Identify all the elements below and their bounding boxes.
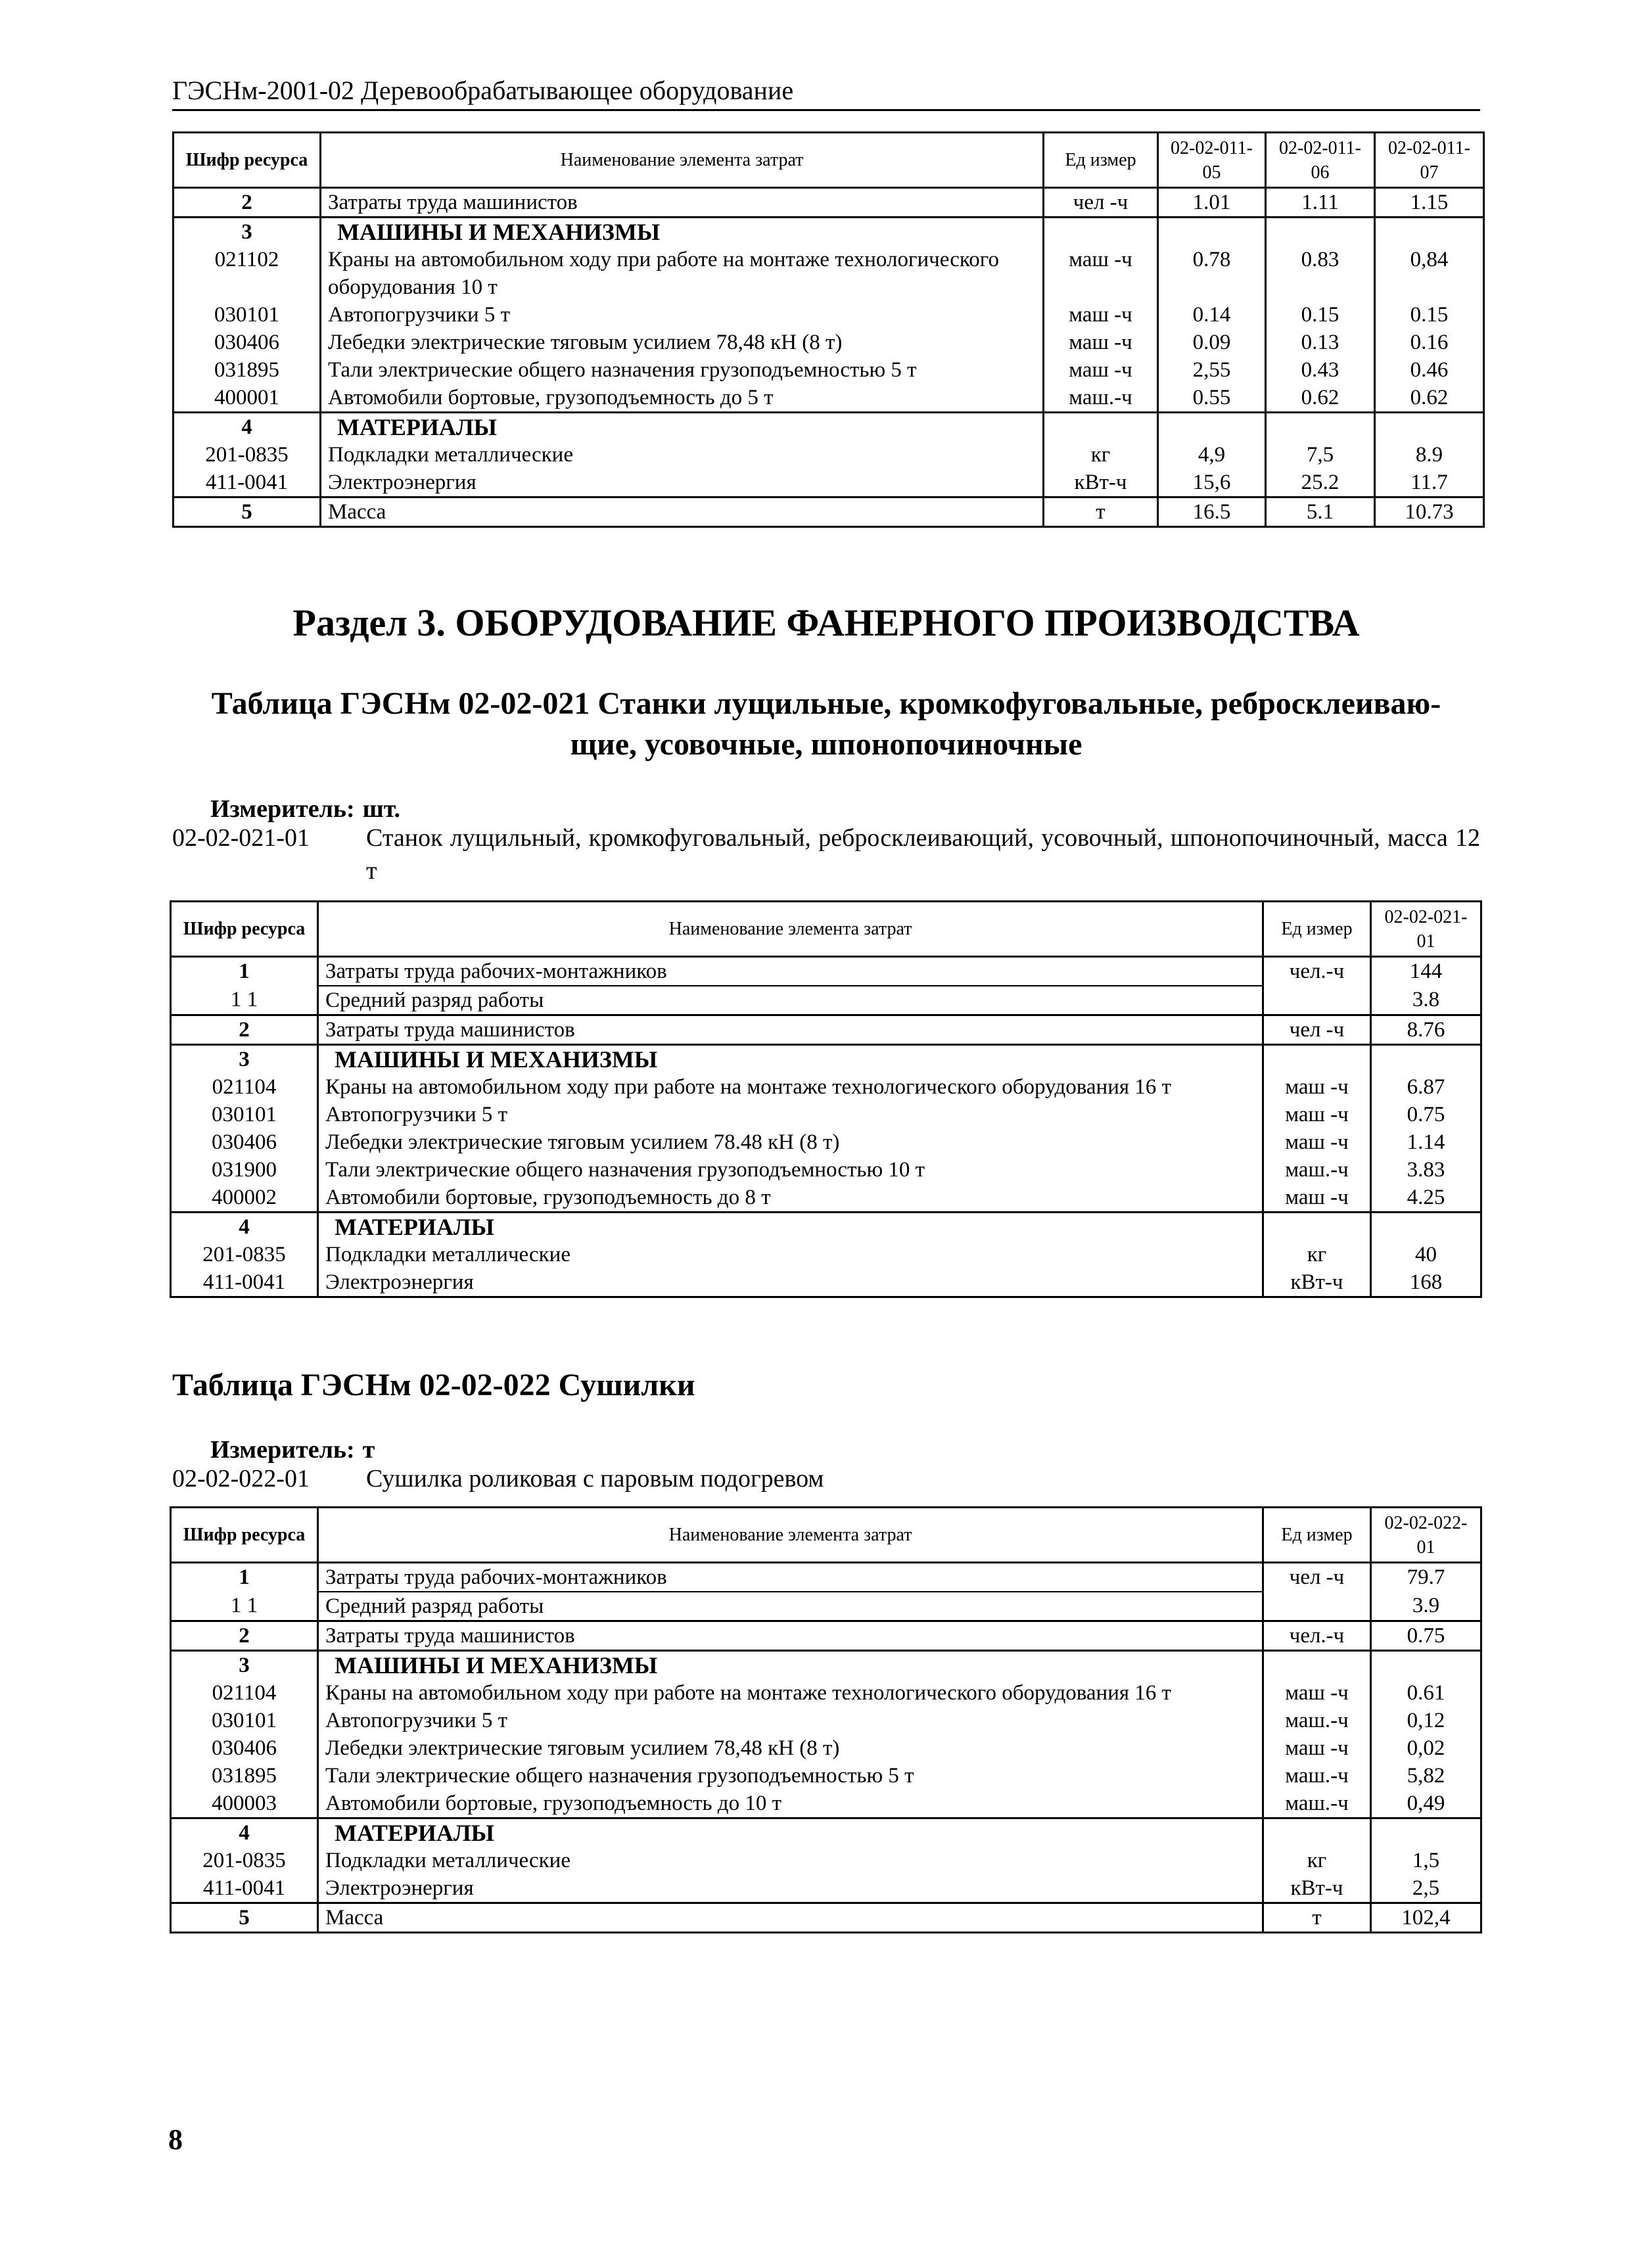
cost-element: Автомобили бортовые, грузоподъемность до 5 т xyxy=(321,384,1044,413)
norm-value: 0.09 xyxy=(1158,329,1266,356)
norm-value: 0.15 xyxy=(1375,301,1484,329)
norm-value: 8.9 xyxy=(1375,441,1484,469)
cost-element: Средний разряд работы xyxy=(318,1592,1263,1621)
resource-code: 030406 xyxy=(171,1734,318,1762)
resource-code: 2 xyxy=(171,1621,318,1651)
resource-code: 030101 xyxy=(171,1101,318,1128)
running-header: ГЭСНм-2001-02 Деревообрабатывающее оборудование xyxy=(172,72,1480,111)
table-row xyxy=(174,329,1484,356)
resource-code: 030101 xyxy=(174,301,321,329)
table-row xyxy=(171,1241,1481,1268)
resource-code: 2 xyxy=(174,188,321,218)
unit: т xyxy=(1263,1903,1371,1933)
norm-value: 79.7 xyxy=(1371,1563,1481,1592)
header-cost-element: Наименование элемента затрат xyxy=(318,1508,1263,1563)
table-row xyxy=(171,1592,1481,1621)
unit: т xyxy=(1044,498,1158,527)
norm-value: 0.16 xyxy=(1375,329,1484,356)
unit: кВт-ч xyxy=(1263,1874,1371,1903)
norm-value: 2,5 xyxy=(1371,1874,1481,1903)
unit: маш.-ч xyxy=(1263,1790,1371,1818)
cost-element: Лебедки электрические тяговым усилием 78,48 кН (8 т) xyxy=(318,1734,1263,1762)
cost-element: Затраты труда машинистов xyxy=(321,188,1044,218)
unit: маш -ч xyxy=(1044,301,1158,329)
header-norm-code: 02-02-022-01 xyxy=(1371,1508,1481,1563)
norm-value: 0.43 xyxy=(1266,356,1375,384)
header-norm-code: 02-02-021-01 xyxy=(1371,902,1481,957)
norm-value: 3.83 xyxy=(1371,1156,1481,1184)
unit: кг xyxy=(1263,1847,1371,1874)
cost-element: Средний разряд работы xyxy=(318,986,1263,1015)
cost-element: Масса xyxy=(321,498,1044,527)
meter-label: Измеритель: xyxy=(210,1436,355,1464)
table-row xyxy=(171,1734,1481,1762)
resource-code: 2 xyxy=(171,1015,318,1045)
group-number: 3 xyxy=(171,1045,318,1074)
group-number: 3 xyxy=(174,218,321,246)
table-row xyxy=(174,441,1484,469)
unit: чел -ч xyxy=(1263,1015,1371,1045)
table-row xyxy=(174,188,1484,218)
meter-value: шт. xyxy=(362,795,401,823)
table-row xyxy=(171,1156,1481,1184)
norm-value: 4,9 xyxy=(1158,441,1266,469)
table-title-022: Таблица ГЭСНм 02-02-022 Сушилки xyxy=(172,1368,695,1402)
cost-element: Затраты труда рабочих-монтажников xyxy=(318,957,1263,986)
norm-value: 0.62 xyxy=(1266,384,1375,413)
table-row xyxy=(174,413,1484,442)
unit: чел.-ч xyxy=(1263,1621,1371,1651)
table-row xyxy=(171,1073,1481,1101)
resource-code: 1 xyxy=(171,1563,318,1592)
resource-code: 031895 xyxy=(171,1762,318,1790)
norm-value: 5,82 xyxy=(1371,1762,1481,1790)
cost-element: Краны на автомобильном ходу при работе на монтаже технологического оборудования 16 т xyxy=(318,1679,1263,1707)
table-row xyxy=(171,1015,1481,1045)
resource-code: 201-0835 xyxy=(171,1847,318,1874)
table-row xyxy=(171,1045,1481,1074)
unit: маш -ч xyxy=(1263,1734,1371,1762)
table-title-line: щие, усовочные, шпонопочиночные xyxy=(570,727,1083,762)
unit: маш -ч xyxy=(1263,1101,1371,1128)
unit: маш.-ч xyxy=(1044,384,1158,413)
norm-value: 3.9 xyxy=(1371,1592,1481,1621)
norm-value: 6.87 xyxy=(1371,1073,1481,1101)
group-heading: МАШИНЫ И МЕХАНИЗМЫ xyxy=(318,1045,1263,1074)
norm-value: 0.61 xyxy=(1371,1679,1481,1707)
header-resource-code: Шифр ресурса xyxy=(171,1508,318,1563)
norm-value: 0,84 xyxy=(1375,246,1484,301)
cost-element: Автомобили бортовые, грузоподъемность до 10 т xyxy=(318,1790,1263,1818)
unit: маш -ч xyxy=(1044,246,1158,301)
cost-element: Затраты труда машинистов xyxy=(318,1621,1263,1651)
norm-value: 5.1 xyxy=(1266,498,1375,527)
resource-code: 021104 xyxy=(171,1073,318,1101)
norm-value: 16.5 xyxy=(1158,498,1266,527)
norm-value: 10.73 xyxy=(1375,498,1484,527)
resource-code: 021102 xyxy=(174,246,321,301)
norm-value: 0,02 xyxy=(1371,1734,1481,1762)
norm-description-text: Сушилка роликовая с паровым подогревом xyxy=(366,1465,824,1493)
norm-value: 25.2 xyxy=(1266,469,1375,498)
norm-value: 1.14 xyxy=(1371,1128,1481,1156)
unit: кг xyxy=(1044,441,1158,469)
header-norm-code: 02-02-011-07 xyxy=(1375,133,1484,188)
table-row xyxy=(174,218,1484,246)
meter-label: Измеритель: xyxy=(210,795,355,823)
table-row xyxy=(174,246,1484,301)
cost-element: Тали электрические общего назначения грузоподъемностью 5 т xyxy=(318,1762,1263,1790)
cost-element: Автопогрузчики 5 т xyxy=(318,1707,1263,1734)
meter-value: т xyxy=(362,1436,375,1464)
unit xyxy=(1263,986,1371,1015)
resource-code: 5 xyxy=(171,1903,318,1933)
group-heading: МАШИНЫ И МЕХАНИЗМЫ xyxy=(318,1651,1263,1680)
norm-value: 1.01 xyxy=(1158,188,1266,218)
cost-element: Лебедки электрические тяговым усилием 78,48 кН (8 т) xyxy=(321,329,1044,356)
table-row xyxy=(171,1874,1481,1903)
norm-value: 0.75 xyxy=(1371,1621,1481,1651)
norm-code: 02-02-021-01 xyxy=(172,824,310,852)
table-title-line: Таблица ГЭСНм 02-02-021 Станки лущильные, кромкофуговальные, ребросклеиваю- xyxy=(211,686,1441,721)
resource-code: 030101 xyxy=(171,1707,318,1734)
resource-code: 400001 xyxy=(174,384,321,413)
unit: маш.-ч xyxy=(1263,1156,1371,1184)
norm-value: 0.55 xyxy=(1158,384,1266,413)
resource-code: 1 1 xyxy=(171,986,318,1015)
cost-element: Электроэнергия xyxy=(318,1874,1263,1903)
table-row xyxy=(171,1847,1481,1874)
cost-element: Подкладки металлические xyxy=(321,441,1044,469)
table-row xyxy=(171,1101,1481,1128)
norm-value: 1.15 xyxy=(1375,188,1484,218)
norm-value: 0.62 xyxy=(1375,384,1484,413)
unit: маш -ч xyxy=(1263,1073,1371,1101)
norm-description-text: Станок лущильный, кромкофуговальный, ребросклеивающий, усовочный, шпонопочиночный, масса 12 т xyxy=(366,824,1480,885)
group-number: 4 xyxy=(174,413,321,442)
norm-description xyxy=(172,1462,1480,1495)
group-heading: МАШИНЫ И МЕХАНИЗМЫ xyxy=(321,218,1044,246)
table-row xyxy=(171,1268,1481,1297)
table-title-021 xyxy=(172,683,1480,765)
norm-value: 0,49 xyxy=(1371,1790,1481,1818)
resource-code: 030406 xyxy=(174,329,321,356)
resource-code: 1 1 xyxy=(171,1592,318,1621)
cost-table-02-02-022 xyxy=(170,1506,1482,1933)
norm-code: 02-02-022-01 xyxy=(172,1465,310,1493)
header-resource-code: Шифр ресурса xyxy=(174,133,321,188)
cost-element: Электроэнергия xyxy=(321,469,1044,498)
unit: чел -ч xyxy=(1044,188,1158,218)
norm-value: 102,4 xyxy=(1371,1903,1481,1933)
resource-code: 030406 xyxy=(171,1128,318,1156)
norm-value: 144 xyxy=(1371,957,1481,986)
resource-code: 400002 xyxy=(171,1184,318,1213)
table-row xyxy=(171,1651,1481,1680)
unit: чел -ч xyxy=(1263,1563,1371,1592)
norm-value: 0.14 xyxy=(1158,301,1266,329)
group-number: 4 xyxy=(171,1818,318,1847)
table-row xyxy=(171,957,1481,986)
cost-element: Краны на автомобильном ходу при работе на монтаже технологического оборудования 10 т xyxy=(321,246,1044,301)
cost-element: Лебедки электрические тяговым усилием 78.48 кН (8 т) xyxy=(318,1128,1263,1156)
page-number: 8 xyxy=(168,2123,183,2156)
norm-value: 3.8 xyxy=(1371,986,1481,1015)
header-unit: Ед измер xyxy=(1263,902,1371,957)
table-row xyxy=(171,1818,1481,1847)
norm-value: 15,6 xyxy=(1158,469,1266,498)
unit: кВт-ч xyxy=(1263,1268,1371,1297)
table-row xyxy=(171,1184,1481,1213)
resource-code: 021104 xyxy=(171,1679,318,1707)
group-number: 3 xyxy=(171,1651,318,1680)
unit: маш -ч xyxy=(1044,329,1158,356)
group-heading: МАТЕРИАЛЫ xyxy=(318,1818,1263,1847)
table-row xyxy=(171,1762,1481,1790)
resource-code: 411-0041 xyxy=(171,1268,318,1297)
cost-element: Подкладки металлические xyxy=(318,1241,1263,1268)
norm-value: 11.7 xyxy=(1375,469,1484,498)
group-heading: МАТЕРИАЛЫ xyxy=(318,1213,1263,1241)
resource-code: 1 xyxy=(171,957,318,986)
norm-value: 2,55 xyxy=(1158,356,1266,384)
unit: маш -ч xyxy=(1263,1128,1371,1156)
table-row xyxy=(171,1213,1481,1241)
cost-element: Автопогрузчики 5 т xyxy=(321,301,1044,329)
cost-element: Тали электрические общего назначения грузоподъемностью 10 т xyxy=(318,1156,1263,1184)
resource-code: 031900 xyxy=(171,1156,318,1184)
table-row xyxy=(174,356,1484,384)
cost-table-02-02-021 xyxy=(170,900,1482,1298)
table-row xyxy=(174,469,1484,498)
cost-element: Автомобили бортовые, грузоподъемность до 8 т xyxy=(318,1184,1263,1213)
norm-value: 4.25 xyxy=(1371,1184,1481,1213)
cost-element: Автопогрузчики 5 т xyxy=(318,1101,1263,1128)
unit: маш -ч xyxy=(1263,1679,1371,1707)
cost-element: Масса xyxy=(318,1903,1263,1933)
norm-value: 168 xyxy=(1371,1268,1481,1297)
resource-code: 5 xyxy=(174,498,321,527)
norm-value: 7,5 xyxy=(1266,441,1375,469)
header-norm-code: 02-02-011-05 xyxy=(1158,133,1266,188)
norm-description xyxy=(172,822,1480,887)
header-cost-element: Наименование элемента затрат xyxy=(318,902,1263,957)
unit: маш.-ч xyxy=(1263,1707,1371,1734)
table-row xyxy=(171,1563,1481,1592)
resource-code: 201-0835 xyxy=(174,441,321,469)
norm-value: 0.75 xyxy=(1371,1101,1481,1128)
table-row xyxy=(171,1790,1481,1818)
cost-element: Краны на автомобильном ходу при работе на монтаже технологического оборудования 16 т xyxy=(318,1073,1263,1101)
cost-element: Подкладки металлические xyxy=(318,1847,1263,1874)
header-cost-element: Наименование элемента затрат xyxy=(321,133,1044,188)
resource-code: 031895 xyxy=(174,356,321,384)
norm-value: 1.11 xyxy=(1266,188,1375,218)
header-unit: Ед измер xyxy=(1044,133,1158,188)
table-row xyxy=(171,986,1481,1015)
cost-element: Затраты труда рабочих-монтажников xyxy=(318,1563,1263,1592)
table-row xyxy=(174,301,1484,329)
header-resource-code: Шифр ресурса xyxy=(171,902,318,957)
group-number: 4 xyxy=(171,1213,318,1241)
header-norm-code: 02-02-011-06 xyxy=(1266,133,1375,188)
unit xyxy=(1263,1592,1371,1621)
table-row xyxy=(171,1903,1481,1933)
resource-code: 411-0041 xyxy=(171,1874,318,1903)
unit: кг xyxy=(1263,1241,1371,1268)
table-row xyxy=(174,384,1484,413)
norm-value: 1,5 xyxy=(1371,1847,1481,1874)
unit: маш -ч xyxy=(1044,356,1158,384)
table-row xyxy=(171,1679,1481,1707)
unit: маш.-ч xyxy=(1263,1762,1371,1790)
norm-value: 0.13 xyxy=(1266,329,1375,356)
cost-element: Тали электрические общего назначения грузоподъемностью 5 т xyxy=(321,356,1044,384)
group-heading: МАТЕРИАЛЫ xyxy=(321,413,1044,442)
table-row xyxy=(171,1128,1481,1156)
norm-value: 0.46 xyxy=(1375,356,1484,384)
norm-value: 0.83 xyxy=(1266,246,1375,301)
unit: кВт-ч xyxy=(1044,469,1158,498)
resource-code: 400003 xyxy=(171,1790,318,1818)
norm-value: 0.78 xyxy=(1158,246,1266,301)
cost-table-02-02-011 xyxy=(172,131,1485,528)
table-row xyxy=(171,1621,1481,1651)
norm-value: 0,12 xyxy=(1371,1707,1481,1734)
header-unit: Ед измер xyxy=(1263,1508,1371,1563)
table-row xyxy=(174,498,1484,527)
cost-element: Электроэнергия xyxy=(318,1268,1263,1297)
resource-code: 411-0041 xyxy=(174,469,321,498)
unit: чел.-ч xyxy=(1263,957,1371,986)
resource-code: 201-0835 xyxy=(171,1241,318,1268)
section-title: Раздел 3. ОБОРУДОВАНИЕ ФАНЕРНОГО ПРОИЗВОДСТВА xyxy=(292,601,1360,644)
norm-value: 8.76 xyxy=(1371,1015,1481,1045)
norm-value: 0.15 xyxy=(1266,301,1375,329)
cost-element: Затраты труда машинистов xyxy=(318,1015,1263,1045)
unit: маш -ч xyxy=(1263,1184,1371,1213)
table-row xyxy=(171,1707,1481,1734)
norm-value: 40 xyxy=(1371,1241,1481,1268)
